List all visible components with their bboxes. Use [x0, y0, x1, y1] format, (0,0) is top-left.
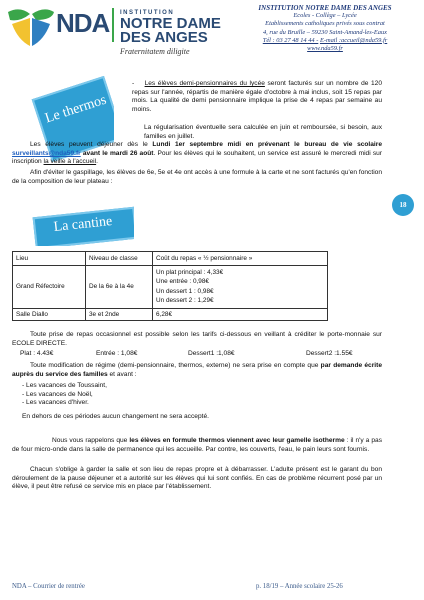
- contact-line: [235, 37, 415, 45]
- website-link[interactable]: www.nda59.fr: [307, 45, 343, 53]
- logo-text: NDA: [56, 8, 110, 38]
- institution-label: INSTITUTION: [120, 10, 175, 16]
- p4-bold: les élèves en formule thermos viennent avec leur gamelle isotherme: [129, 437, 345, 444]
- cantine-paragraph-3: En dehors de ces périodes aucun changement ne sera accepté.: [22, 413, 209, 420]
- price-dessert1: Dessert1 :1,08€: [188, 350, 235, 357]
- list-item: - Les vacances de Toussaint,: [22, 382, 107, 389]
- p3-text: Les élèves peuvent déjeuner dès le: [30, 141, 153, 148]
- cantine-paragraph-5: Chacun s'oblige à garder la salle et son lieu de repas propre et à débarrasser. L'adulte présent est le garant du bon déroulement de la pause déjeuner et a autorité sur les élèves qui lui sont confiés. En cas de problème récurrent posé par un élève, il peut être refusé ce service mis en place par l'établissement.: [12, 466, 382, 491]
- p3-bold: Lundi 1er septembre midi en prévenant le bureau de vie scolaire: [152, 141, 382, 148]
- p2-text: Toute modification de régime (demi-pensionnaire, thermos, externe) ne sera prise en compte que: [30, 362, 321, 369]
- cell-niveau: 3e et 2nde: [86, 308, 153, 320]
- cell-couts: [153, 266, 328, 309]
- phone: Tél : 03 27 48 14 44 -: [262, 36, 319, 44]
- p3-bold-date: avant le mardi 26 août: [80, 149, 154, 157]
- cell-lieu: Salle Diallo: [13, 308, 86, 320]
- page-number-badge: 18: [392, 194, 414, 216]
- address-title: INSTITUTION NOTRE DAME DES ANGES: [258, 4, 392, 12]
- motto: Fraternitatem diligite: [120, 47, 190, 56]
- p3-text-2: . Pour les élèves qui le souhaitent, un service est assuré le mercredi midi sur inscription: [12, 149, 382, 166]
- price-plat: Plat : 4.43€: [20, 350, 54, 357]
- cantine-paragraph-4: [12, 437, 382, 454]
- address-line: Ecoles - Collège – Lycée: [293, 12, 357, 20]
- footer-left: NDA – Courrier de rentrée: [12, 583, 85, 590]
- cantine-paragraph-2: [12, 362, 382, 379]
- thermos-paragraph-2: La régularisation éventuelle sera calculée en juin et remboursée, si besoin, aux familles en juillet.: [144, 124, 382, 140]
- price-entree: Entrée : 1,08€: [96, 350, 138, 357]
- school-logo-icon: [6, 6, 56, 50]
- p4-end: : il n'y a pas de four micro-onde dans la salle de permanence qui les accueille. Par contre, les couverts, l'eau, le pain leurs sont fournis.: [12, 437, 382, 453]
- p4-text: Nous vous rappelons que: [52, 437, 130, 444]
- price-dessert2: Dessert2 :1.55€: [306, 350, 353, 357]
- occasional-prices-line: [20, 350, 382, 359]
- cell-niveau: De la 6e à la 4e: [86, 266, 153, 309]
- address-line: 4, rue du Bruille – 59230 Saint-Amand-les-Eaux: [262, 28, 388, 36]
- table-row: [13, 308, 328, 320]
- dash: -: [132, 80, 135, 87]
- list-item: - Les vacances de Noël,: [22, 390, 93, 398]
- p3-end: .: [96, 158, 98, 166]
- table-row: [13, 266, 328, 309]
- cantine-paragraph-1: Toute prise de repas occasionnel est possible selon les tarifs ci-dessous en veillant à créditer le porte-monnaie sur ECOLE DIRECTE.: [12, 331, 382, 347]
- address-line: Etablissements catholiques privés sous contrat: [265, 20, 385, 28]
- logo-divider: [112, 8, 114, 42]
- cell-lieu: Grand Réfectoire: [13, 266, 86, 309]
- thermos-p1-underline: Les élèves demi-pensionnaires du lycée: [144, 80, 265, 87]
- cost-line: Un plat principal : 4,33€: [156, 269, 224, 276]
- footer-right: p. 18/19 – Année scolaire 25-26: [256, 583, 343, 590]
- thermos-paragraph-3: [12, 141, 382, 167]
- table-header-row: [13, 252, 328, 266]
- surveillants-email-link[interactable]: surveillants@nda59.fr: [12, 149, 81, 157]
- header-cell: Niveau de classe: [86, 252, 153, 266]
- vacances-list: [22, 382, 322, 408]
- email-link[interactable]: E-mail :accueil@nda59.fr: [319, 36, 388, 44]
- institution-name: NOTRE DAME DES ANGES: [120, 15, 221, 46]
- cost-line: Un dessert 2 : 1,29€: [156, 297, 214, 305]
- thermos-paragraph-1: [132, 80, 382, 114]
- p3-underline: la veille à l'accueil: [43, 158, 97, 166]
- p2-end: et avant :: [107, 370, 137, 378]
- thermos-p1-rest: seront facturés sur un nombre de 120 repas sur l'année, répartis de manière égale d'octobre à mai inclus, soit 15 repas par mois. La qualité de demi pensionnaire implique la prise de 4 repas par semaine au moins.: [132, 80, 383, 113]
- list-item: - Les vacances d'hiver.: [22, 399, 89, 407]
- cost-line: Un dessert 1 : 0,98€: [156, 287, 214, 295]
- cantine-banner: [30, 204, 134, 246]
- header-cell: Lieu: [13, 252, 86, 266]
- header-cell: Coût du repas « ½ pensionnaire »: [153, 252, 328, 266]
- p2-bold: par demande écrite auprès du service des familles: [12, 362, 382, 378]
- thermos-paragraph-4: Afin d'éviter le gaspillage, les élèves de 6e, 5e et 4e ont accès à une formule à la carte et ne sont facturés qu'en fonction de la composition de leur plateau :: [12, 169, 382, 185]
- cell-cout: 6,28€: [153, 308, 328, 320]
- banner-title: La cantine: [52, 213, 113, 236]
- banner-title: Le thermos: [43, 92, 109, 127]
- address-block: [235, 4, 415, 53]
- meal-price-table: [12, 251, 328, 321]
- cost-line: Une entrée : 0,98€: [156, 278, 209, 286]
